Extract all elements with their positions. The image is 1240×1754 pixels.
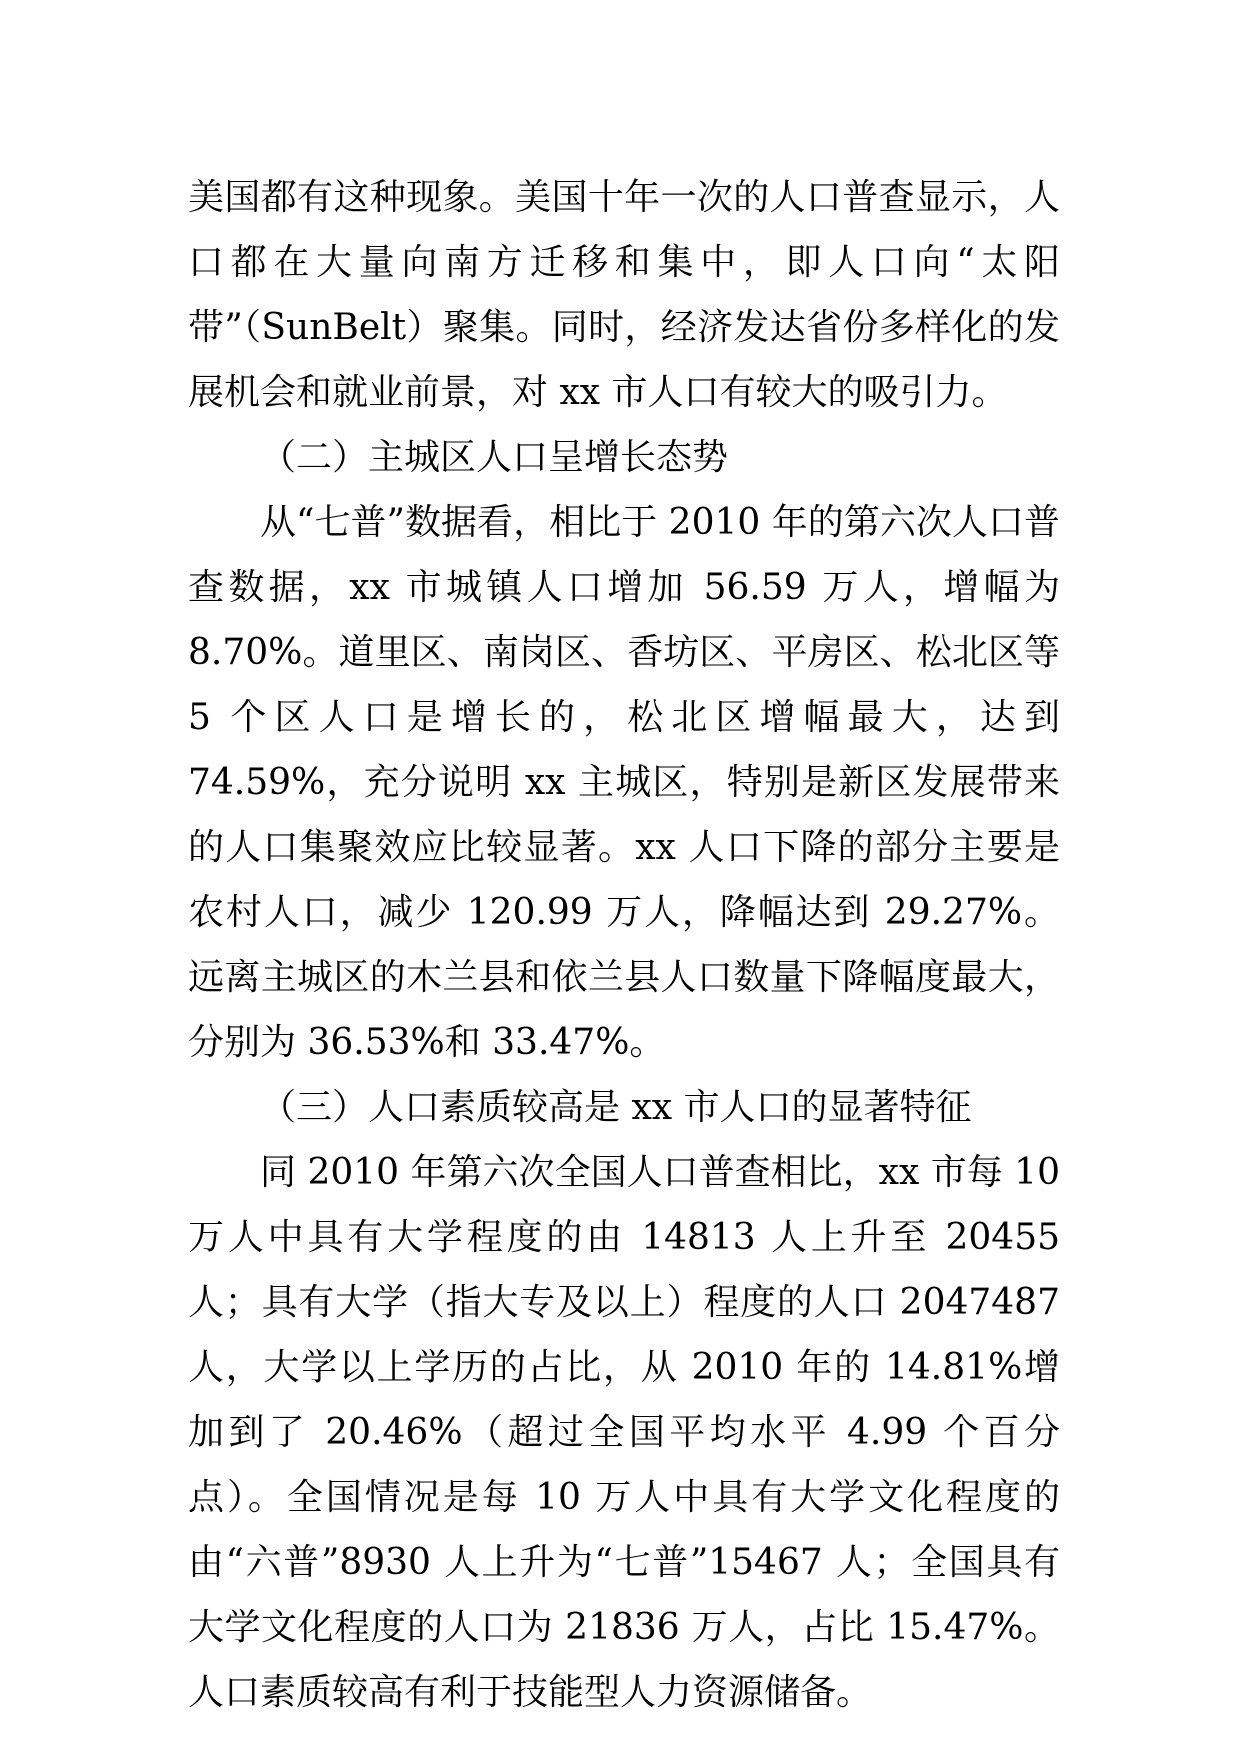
paragraph-urban-growth: 从“七普”数据看，相比于 2010 年的第六次人口普查数据，xx 市城镇人口增加 56.59 万人，增幅为 8.70%。道里区、南岗区、香坊区、平房区、松北区等 5 个区人口是增长的，松北区增幅最大，达到 74.59%，充分说明 xx 主城区，特别是新区发展带来的人口集聚效应比较显著。xx 人口下降的部分主要是农村人口，减少 120.99 万人，降幅达到 29.27%。远离主城区的木兰县和依兰县人口数量下降幅度最大，分别为 36.53%和 33.47%。 bbox=[188, 502, 1060, 1063]
paragraph-population-quality: 同 2010 年第六次全国人口普查相比，xx 市每 10 万人中具有大学程度的由 14813 人上升至 20455 人；具有大学（指大专及以上）程度的人口 2047487 人，大学以上学历的占比，从 2010 年的 14.81%增加到了 20.46%（超过全国平均水平 4.99 个百分点）。全国情况是每 10 万人中具有大学文化程度的由“六普”8930 人上升为“七普”15467 人；全国具有大学文化程度的人口为 21836 万人，占比 15.47%。人口素质较高有利于技能型人力资源储备。 bbox=[188, 1152, 1060, 1713]
paragraph-migration-continued: 美国都有这种现象。美国十年一次的人口普查显示，人口都在大量向南方迁移和集中，即人口向“太阳带”（SunBelt）聚集。同时，经济发达省份多样化的发展机会和就业前景，对 xx 市人口有较大的吸引力。 bbox=[188, 177, 1060, 413]
section-heading-urban-growth: （二）主城区人口呈增长态势 bbox=[260, 437, 729, 478]
document-page bbox=[188, 165, 1060, 1725]
section-heading-population-quality: （三）人口素质较高是 xx 市人口的显著特征 bbox=[260, 1087, 972, 1128]
